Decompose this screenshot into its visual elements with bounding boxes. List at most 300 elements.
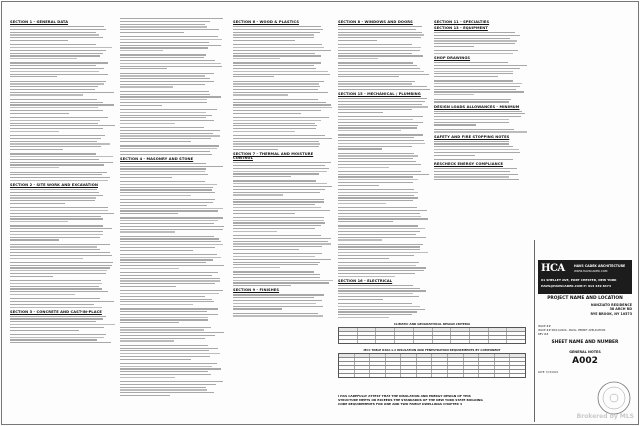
text-line	[338, 29, 416, 30]
text-line	[120, 50, 163, 51]
table-cell	[357, 328, 376, 331]
text-line	[120, 133, 213, 134]
text-line	[10, 321, 96, 322]
text-line	[233, 68, 316, 69]
text-line	[233, 113, 301, 114]
text-line	[434, 50, 518, 51]
table-cell	[369, 358, 385, 361]
text-line	[434, 71, 513, 72]
text-line	[120, 278, 220, 279]
text-line	[10, 218, 103, 219]
text-line	[233, 107, 332, 108]
text-line	[338, 112, 383, 113]
text-line	[120, 174, 208, 175]
text-line	[10, 102, 103, 103]
text-line	[120, 42, 209, 43]
text-line	[434, 62, 508, 63]
text-line	[120, 257, 221, 258]
text-line	[120, 115, 212, 116]
table-cell	[463, 374, 479, 377]
text-line	[233, 315, 323, 316]
text-line	[233, 220, 324, 221]
table-cell	[339, 354, 354, 357]
text-line	[338, 258, 389, 259]
firm-address: 61 SHELLEY AVE, PORT CHESTER, NEW YORK	[541, 278, 617, 282]
text-line	[120, 94, 210, 95]
table-cell	[339, 340, 357, 343]
text-line	[10, 195, 103, 196]
text-line	[120, 283, 215, 284]
text-line	[233, 173, 319, 174]
text-line	[10, 324, 115, 325]
note-text-block	[10, 26, 115, 181]
text-line	[338, 309, 425, 310]
table-cell	[385, 362, 401, 365]
text-line	[10, 107, 98, 108]
text-line	[120, 268, 179, 269]
text-line	[120, 91, 209, 92]
text-line	[338, 267, 426, 268]
text-line	[120, 148, 217, 149]
table-cell	[431, 358, 447, 361]
table-cell	[385, 374, 401, 377]
text-line	[233, 110, 321, 111]
text-line	[233, 180, 316, 181]
text-line	[10, 234, 103, 235]
table-cell	[494, 374, 510, 377]
text-line	[120, 29, 219, 30]
text-line	[338, 192, 418, 193]
text-line	[10, 262, 113, 263]
text-line	[10, 337, 104, 338]
text-line	[10, 298, 100, 299]
text-line	[10, 40, 68, 41]
text-line	[434, 149, 519, 150]
stamp-area	[538, 378, 632, 418]
table-cell	[394, 340, 413, 343]
text-line	[233, 213, 295, 214]
text-line	[233, 225, 321, 226]
text-line	[10, 174, 102, 175]
table-cell	[385, 370, 401, 373]
text-line	[10, 189, 97, 190]
table-cell	[354, 358, 370, 361]
text-line	[120, 314, 218, 315]
text-line	[10, 89, 95, 90]
text-line	[120, 187, 213, 188]
text-line	[120, 205, 207, 206]
text-line	[338, 74, 429, 75]
text-line	[233, 231, 277, 232]
text-line	[120, 308, 218, 309]
table-cell	[478, 358, 494, 361]
insulation-table-title: IECC TABLE R402.1.2 INSULATION AND FENESTRATION REQUIREMENTS BY COMPONENT	[363, 348, 501, 352]
text-line	[233, 246, 322, 247]
text-line	[120, 84, 205, 85]
text-line	[338, 174, 429, 175]
text-line	[338, 34, 424, 35]
table-cell	[400, 366, 416, 369]
text-line	[10, 83, 104, 84]
table-cell	[463, 362, 479, 365]
text-line	[233, 189, 325, 190]
text-line	[120, 120, 214, 121]
text-line	[10, 318, 103, 319]
text-line	[120, 202, 213, 203]
text-line	[120, 335, 215, 336]
text-line	[10, 273, 106, 274]
text-line	[10, 135, 105, 136]
section-title: SECTION 6 - WOOD & PLASTICS	[233, 20, 300, 24]
table-cell	[469, 336, 488, 339]
table-cell	[478, 374, 494, 377]
text-line	[233, 76, 274, 77]
table-cell	[469, 328, 488, 331]
text-line	[233, 141, 319, 142]
text-line	[338, 167, 389, 168]
text-line	[10, 53, 103, 54]
text-line	[338, 146, 412, 147]
table-cell	[432, 328, 451, 331]
table-row	[339, 373, 525, 377]
table-cell	[494, 354, 510, 357]
text-line	[338, 311, 417, 312]
text-line	[233, 280, 333, 281]
text-line	[233, 207, 321, 208]
text-line	[120, 18, 223, 19]
text-line	[233, 50, 331, 51]
table-cell	[506, 336, 525, 339]
text-line	[338, 189, 414, 190]
note-text-block	[338, 98, 430, 277]
text-line	[10, 307, 102, 308]
text-line	[10, 327, 104, 328]
text-line	[120, 332, 224, 333]
text-line	[120, 66, 222, 67]
text-line	[434, 43, 515, 44]
issue-label: ISSUE ##	[538, 325, 551, 328]
text-line	[120, 123, 175, 124]
text-line	[233, 217, 324, 218]
text-line	[10, 180, 108, 181]
text-line	[434, 86, 520, 87]
text-line	[120, 338, 205, 339]
text-line	[120, 301, 214, 302]
text-line	[120, 75, 205, 76]
text-line	[338, 303, 412, 304]
text-line	[120, 229, 223, 230]
project-street: 38 ARCH RD	[609, 307, 632, 312]
text-line	[233, 86, 320, 87]
text-line	[338, 216, 421, 217]
text-line	[233, 241, 328, 242]
text-line	[120, 189, 212, 190]
text-line	[338, 106, 428, 107]
text-line	[233, 303, 316, 304]
note-text-block	[233, 162, 333, 286]
text-line	[338, 293, 413, 294]
text-line	[338, 246, 420, 247]
text-line	[338, 249, 420, 250]
table-cell	[416, 354, 432, 357]
firm-logo-block	[538, 260, 632, 294]
text-line	[10, 58, 77, 59]
text-line	[120, 36, 218, 37]
text-line	[120, 319, 208, 320]
table-cell	[509, 358, 525, 361]
text-line	[338, 265, 416, 266]
note-text-block	[338, 285, 430, 318]
text-line	[233, 53, 315, 54]
text-line	[120, 327, 211, 328]
sheet-date: DATE: 7/15/2024	[538, 371, 559, 374]
text-line	[434, 40, 517, 41]
table-cell	[488, 340, 507, 343]
sheet-number: A002	[572, 356, 598, 366]
text-line	[233, 40, 295, 41]
text-line	[120, 286, 176, 287]
text-line	[338, 44, 412, 45]
text-line	[120, 363, 217, 364]
text-line	[120, 213, 178, 214]
table-cell	[339, 362, 354, 365]
text-line	[120, 135, 220, 136]
text-line	[120, 366, 212, 367]
text-line	[338, 119, 413, 120]
table-cell	[509, 366, 525, 369]
text-line	[338, 234, 416, 235]
text-line	[120, 184, 217, 185]
text-line	[10, 47, 112, 48]
text-line	[338, 221, 393, 222]
text-line	[233, 171, 327, 172]
table-cell	[506, 328, 525, 331]
table-cell	[509, 362, 525, 365]
text-line	[120, 381, 223, 382]
text-line	[338, 62, 413, 63]
text-line	[233, 143, 320, 144]
table-cell	[469, 340, 488, 343]
table-cell	[413, 340, 432, 343]
text-line	[434, 65, 527, 66]
table-cell	[469, 332, 488, 335]
text-line	[120, 54, 206, 55]
text-line	[434, 119, 509, 120]
issue-label: ISSUE ##	[538, 329, 551, 332]
text-line	[10, 237, 100, 238]
text-line	[338, 40, 377, 41]
text-line	[10, 244, 110, 245]
text-line	[120, 24, 205, 25]
section-title: SECTION 2 - SITE WORK AND EXCAVATION	[10, 183, 98, 188]
text-line	[120, 226, 224, 227]
table-cell	[463, 370, 479, 373]
table-row	[339, 369, 525, 373]
text-line	[10, 283, 102, 284]
text-line	[434, 38, 510, 39]
note-text-block	[434, 62, 527, 102]
text-line	[10, 62, 108, 63]
text-line	[338, 76, 399, 77]
text-line	[120, 280, 220, 281]
project-info	[538, 303, 632, 316]
table-cell	[494, 366, 510, 369]
text-line	[120, 389, 207, 390]
text-line	[233, 238, 331, 239]
text-line	[338, 116, 423, 117]
text-line	[338, 314, 412, 315]
text-line	[338, 185, 379, 186]
text-line	[10, 81, 106, 82]
note-line: STRUCTURE MEETS OR EXCEEDS THE STANDARDS OF THE NEW YORK STATE BUILDING	[338, 398, 483, 402]
project-header: PROJECT NAME AND LOCATION	[547, 296, 623, 301]
table-cell	[375, 336, 394, 339]
text-line	[120, 166, 223, 167]
note-text-block	[120, 18, 225, 155]
text-line	[233, 192, 320, 193]
text-line	[120, 68, 167, 69]
text-line	[10, 276, 53, 277]
table-cell	[385, 354, 401, 357]
text-line	[120, 223, 214, 224]
table-cell	[488, 332, 507, 335]
note-text-block	[434, 168, 527, 180]
text-line	[120, 348, 218, 349]
table-cell	[431, 374, 447, 377]
text-line	[338, 179, 418, 180]
text-line	[338, 210, 427, 211]
text-line	[120, 145, 219, 146]
table-cell	[357, 332, 376, 335]
table-cell	[394, 336, 413, 339]
text-line	[10, 26, 104, 27]
text-line	[120, 210, 218, 211]
text-line	[120, 127, 204, 128]
text-line	[434, 111, 522, 112]
note-text-block	[434, 141, 527, 160]
table-cell	[394, 328, 413, 331]
text-line	[10, 141, 97, 142]
text-line	[233, 300, 322, 301]
text-line	[434, 131, 527, 132]
text-line	[434, 53, 513, 54]
text-line	[10, 288, 102, 289]
text-line	[10, 342, 111, 343]
text-line	[338, 53, 412, 54]
text-line	[338, 148, 382, 149]
text-line	[120, 163, 206, 164]
text-line	[338, 50, 420, 51]
section-title: SECTION 3 - CONCRETE AND CAST-IN-PLACE	[10, 309, 102, 314]
text-line	[120, 117, 206, 118]
text-line	[10, 94, 83, 95]
text-line	[434, 32, 515, 33]
text-line	[120, 353, 220, 354]
text-line	[10, 156, 113, 157]
table-cell	[447, 370, 463, 373]
text-line	[120, 171, 205, 172]
text-line	[120, 138, 211, 139]
text-line	[120, 63, 221, 64]
text-line	[233, 210, 330, 211]
table-cell	[478, 370, 494, 373]
text-line	[233, 62, 321, 63]
text-line	[10, 228, 112, 229]
text-line	[10, 117, 108, 118]
text-line	[10, 44, 96, 45]
text-line	[434, 179, 519, 180]
table-cell	[375, 332, 394, 335]
text-line	[338, 276, 395, 277]
text-line	[338, 143, 425, 144]
table-cell	[494, 370, 510, 373]
section-title: SAFETY AND FIRE STOPPING NOTES	[434, 134, 510, 139]
section-title: DESIGN LOADS ALLOWANCES - MINIMUM	[434, 104, 520, 109]
text-line	[120, 192, 215, 193]
text-line	[338, 176, 413, 177]
issue-row	[538, 333, 632, 337]
text-line	[10, 68, 104, 69]
text-line	[120, 244, 223, 245]
text-line	[120, 371, 208, 372]
text-line	[233, 259, 331, 260]
text-line	[10, 252, 110, 253]
table-cell	[463, 358, 479, 361]
table-cell	[413, 332, 432, 335]
text-line	[434, 159, 513, 160]
text-line	[120, 60, 215, 61]
table-cell	[478, 366, 494, 369]
table-cell	[339, 366, 354, 369]
table-cell	[447, 354, 463, 357]
text-line	[338, 262, 419, 263]
climate-table-title: CLIMATIC AND GEOGRAPHICAL DESIGN CRITERIA	[393, 322, 471, 326]
project-name: NUNZIATO RESIDENCE	[590, 303, 632, 307]
text-line	[233, 55, 321, 56]
table-row	[339, 331, 525, 335]
text-line	[233, 138, 332, 139]
section-title: RESCHECK ENERGY COMPLIANCE	[434, 162, 504, 167]
text-line	[10, 128, 103, 129]
text-line	[10, 255, 112, 256]
text-line	[233, 282, 329, 283]
text-line	[338, 195, 414, 196]
text-line	[434, 94, 474, 95]
text-line	[233, 37, 314, 38]
text-line	[233, 74, 330, 75]
table-cell	[416, 366, 432, 369]
text-line	[10, 65, 96, 66]
text-line	[10, 330, 79, 331]
text-line	[233, 313, 318, 314]
text-line	[120, 78, 210, 79]
text-line	[338, 155, 418, 156]
note-text-block	[233, 294, 333, 316]
table-cell	[339, 370, 354, 373]
table-cell	[413, 336, 432, 339]
table-cell	[432, 340, 451, 343]
text-line	[434, 113, 525, 114]
text-line	[120, 130, 220, 131]
text-line	[10, 216, 101, 217]
sheet-header: SHEET NAME AND NUMBER	[551, 340, 619, 345]
text-line	[10, 50, 106, 51]
text-line	[338, 288, 420, 289]
table-cell	[478, 362, 494, 365]
text-line	[120, 262, 206, 263]
text-line	[233, 99, 318, 100]
table-cell	[375, 328, 394, 331]
